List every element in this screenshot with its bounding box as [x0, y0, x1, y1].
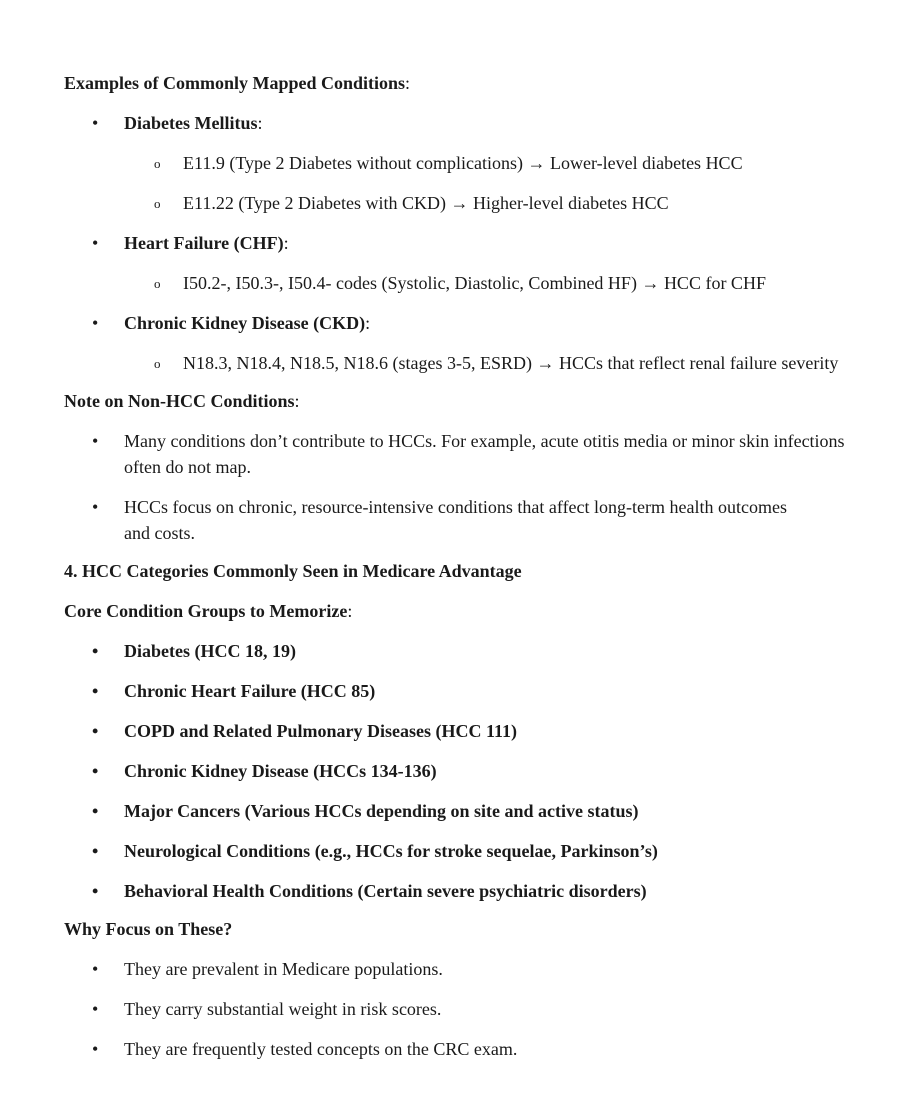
core-item: • Major Cancers (Various HCCs depending on site and active status) [64, 798, 854, 824]
example-subitem: o E11.22 (Type 2 Diabetes with CKD) → Higher-level diabetes HCC [124, 190, 854, 216]
core-item: • Neurological Conditions (e.g., HCCs for stroke sequelae, Parkinson’s) [64, 838, 854, 864]
example-title-suffix: : [257, 113, 263, 133]
core-item: • Chronic Heart Failure (HCC 85) [64, 678, 854, 704]
note-heading-bold: Note on Non-HCC Conditions [64, 391, 295, 411]
core-heading [64, 598, 854, 638]
section-4-heading: 4. HCC Categories Commonly Seen in Medicare Advantage [64, 561, 522, 581]
core-item: • Diabetes (HCC 18, 19) [64, 638, 854, 664]
example-title: Heart Failure (CHF) [124, 233, 284, 253]
note-item: • Many conditions don’t contribute to HCCs. For example, acute otitis media or minor skin infections often do not map. [64, 428, 854, 480]
core-heading-bold: Core Condition Groups to Memorize [64, 601, 348, 621]
example-sublist [124, 350, 854, 376]
example-sublist [124, 150, 854, 216]
core-item: • Behavioral Health Conditions (Certain severe psychiatric disorders) [64, 878, 854, 904]
example-title-suffix: : [283, 233, 289, 253]
why-item: • They are frequently tested concepts on the CRC exam. [64, 1036, 854, 1062]
example-subitem: o E11.9 (Type 2 Diabetes without complications) → Lower-level diabetes HCC [124, 150, 854, 176]
examples-heading-suffix: : [405, 73, 411, 93]
example-title: Diabetes Mellitus [124, 113, 258, 133]
why-item: • They are prevalent in Medicare populations. [64, 956, 854, 982]
example-title-suffix: : [365, 313, 371, 333]
example-item-ckd [64, 310, 854, 376]
note-list [64, 428, 854, 546]
core-item: • Chronic Kidney Disease (HCCs 134-136) [64, 758, 854, 784]
core-list [64, 638, 854, 904]
why-item: • They carry substantial weight in risk scores. [64, 996, 854, 1022]
example-item-diabetes [64, 110, 854, 216]
example-sublist [124, 270, 854, 296]
core-heading-suffix: : [347, 601, 353, 621]
example-title: Chronic Kidney Disease (CKD) [124, 313, 366, 333]
example-item-chf [64, 230, 854, 296]
document-body [64, 70, 854, 1062]
why-list [64, 956, 854, 1062]
examples-heading [64, 70, 854, 110]
note-heading-suffix: : [294, 391, 300, 411]
why-heading: Why Focus on These? [64, 919, 233, 939]
examples-list [64, 110, 854, 376]
examples-heading-bold: Examples of Commonly Mapped Conditions [64, 73, 406, 93]
note-item: • HCCs focus on chronic, resource-intensive conditions that affect long-term health outcomes and costs. [64, 494, 854, 546]
core-item: • COPD and Related Pulmonary Diseases (HCC 111) [64, 718, 854, 744]
example-subitem: o I50.2-, I50.3-, I50.4- codes (Systolic, Diastolic, Combined HF) → HCC for CHF [124, 270, 854, 296]
example-subitem: o N18.3, N18.4, N18.5, N18.6 (stages 3-5, ESRD) → HCCs that reflect renal failure severity [124, 350, 854, 376]
note-heading [64, 388, 854, 428]
